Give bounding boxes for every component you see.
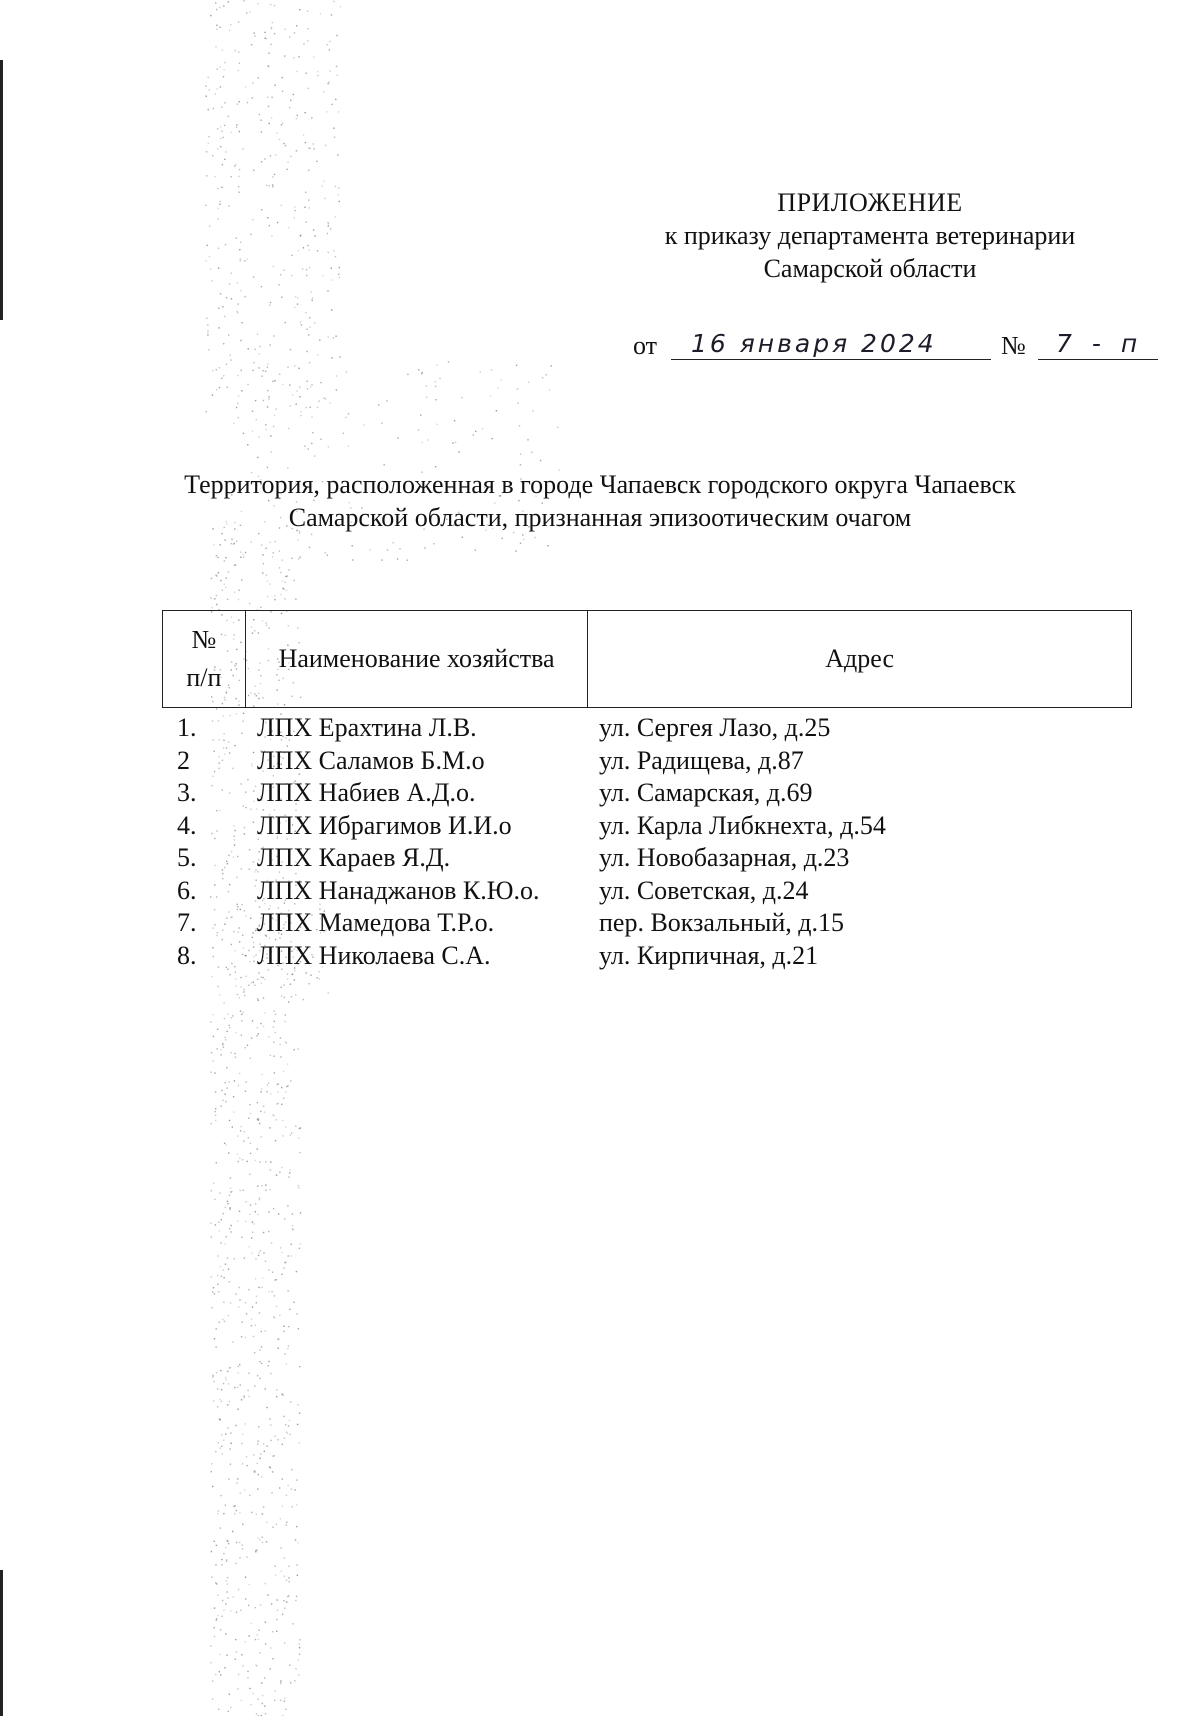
- row-number: 5.: [177, 843, 197, 872]
- farm-address: ул. Кирпичная, д.21: [599, 940, 819, 970]
- appendix-reference: к приказу департамента ветеринарии: [664, 221, 1076, 250]
- farm-name: ЛПХ Ибрагимов И.И.о: [257, 810, 512, 840]
- table-row: [162, 712, 1132, 745]
- table-row: [162, 777, 1132, 810]
- row-number: 6.: [177, 875, 197, 905]
- row-number: 1.: [177, 713, 197, 742]
- farm-address: ул. Новобазарная, д.23: [599, 843, 850, 872]
- row-number: 7.: [177, 908, 197, 937]
- table-row: [162, 745, 1132, 778]
- document-heading: [150, 468, 1050, 534]
- row-number: 8.: [177, 940, 197, 970]
- column-header-name: Наименование хозяйства: [245, 611, 587, 708]
- row-number: 3.: [177, 778, 197, 807]
- farm-address: ул. Советская, д.24: [599, 875, 809, 905]
- farm-name: ЛПХ Николаева С.А.: [257, 940, 491, 970]
- farm-name: ЛПХ Караев Я.Д.: [257, 843, 451, 872]
- farm-name: ЛПХ Саламов Б.М.о: [257, 745, 485, 775]
- table-row: [162, 875, 1132, 908]
- farms-table-body: [162, 712, 1132, 972]
- column-header-number-line2: п/п: [186, 663, 222, 692]
- order-number-field: [1038, 327, 1158, 360]
- column-header-number-line1: №: [191, 625, 217, 654]
- farm-address: ул. Карла Либкнехта, д.54: [599, 810, 886, 840]
- table-row: [162, 842, 1132, 875]
- appendix-authority: Самарской области: [763, 254, 977, 283]
- row-number: 4.: [177, 810, 197, 840]
- farms-table-header: [162, 610, 1132, 708]
- heading-line-1: Территория, расположенная в городе Чапаевск городского округа Чапаевск: [184, 470, 1016, 499]
- table-row: [162, 810, 1132, 843]
- order-number-handwritten: 7 - п: [1056, 329, 1144, 358]
- row-number: 2: [177, 745, 190, 775]
- scan-edge-mark: [0, 1570, 3, 1716]
- farm-name: ЛПХ Набиев А.Д.о.: [257, 778, 476, 807]
- heading-line-2: Самарской области, признанная эпизоотическим очагом: [288, 503, 912, 532]
- farm-name: ЛПХ Ерахтина Л.В.: [257, 713, 477, 742]
- farm-name: ЛПХ Мамедова Т.Р.о.: [257, 908, 495, 937]
- scan-edge-mark: [0, 60, 3, 320]
- farm-name: ЛПХ Нанаджанов К.Ю.о.: [257, 875, 540, 905]
- appendix-header: [620, 186, 1120, 285]
- column-header-number: [163, 611, 246, 708]
- farm-address: ул. Сергея Лазо, д.25: [599, 713, 831, 742]
- farm-address: пер. Вокзальный, д.15: [599, 908, 844, 937]
- date-label: от: [633, 331, 658, 360]
- order-date-handwritten: 16 января 2024: [691, 329, 937, 358]
- column-header-address: Адрес: [588, 611, 1132, 708]
- farm-address: ул. Самарская, д.69: [599, 778, 813, 807]
- order-date-field: [671, 327, 991, 360]
- number-label: №: [1001, 331, 1026, 360]
- farm-address: ул. Радищева, д.87: [599, 745, 804, 775]
- table-row: [162, 940, 1132, 973]
- table-row: [162, 907, 1132, 940]
- order-date-number: [633, 327, 1144, 363]
- table-header-row: [163, 611, 1132, 708]
- appendix-title: ПРИЛОЖЕНИЕ: [777, 188, 963, 217]
